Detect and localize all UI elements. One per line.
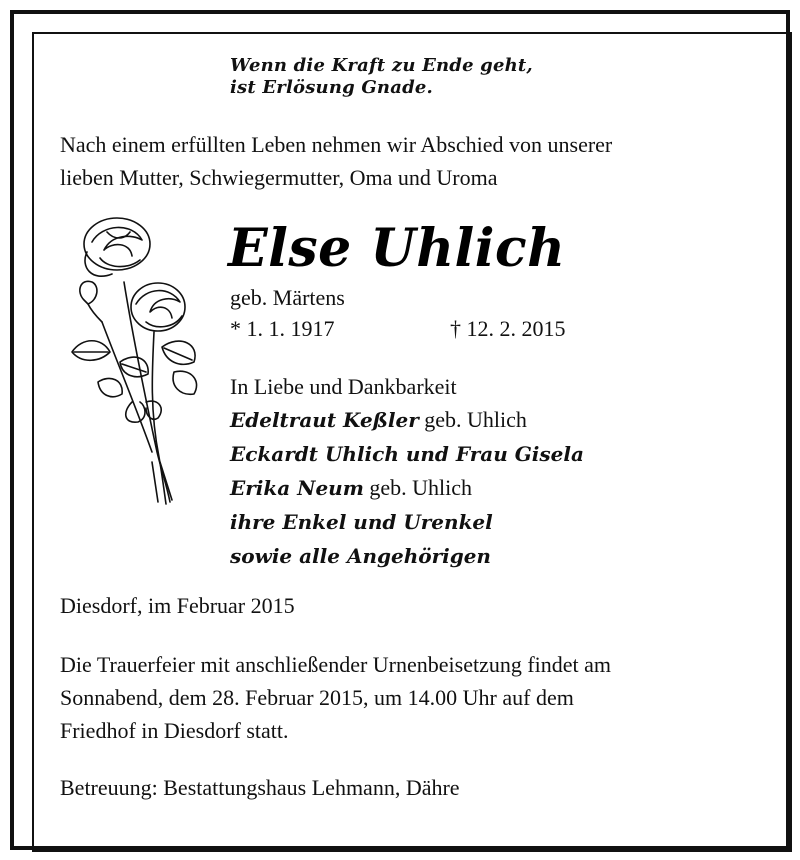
mourner-line xyxy=(230,403,584,437)
intro-line-2: lieben Mutter, Schwiegermutter, Oma und Uroma xyxy=(60,165,498,190)
mourner-name: Edeltraut Keßler xyxy=(230,408,419,432)
mourners-intro: In Liebe und Dankbarkeit xyxy=(230,374,457,399)
mourner-name: Erika Neum xyxy=(230,476,364,500)
ceremony-line-1: Die Trauerfeier mit anschließender Urnenbeisetzung findet am xyxy=(60,652,612,677)
funeral-home: Betreuung: Bestattungshaus Lehmann, Dähre xyxy=(60,775,460,800)
motto-line-1: Wenn die Kraft zu Ende geht, xyxy=(230,55,533,76)
ceremony-line-2: Sonnabend, dem 28. Februar 2015, um 14.00 Uhr auf dem xyxy=(60,685,574,710)
mourner-line xyxy=(230,437,584,471)
intro-text xyxy=(60,128,750,194)
death-date: † 12. 2. 2015 xyxy=(450,316,566,341)
birth-date: * 1. 1. 1917 xyxy=(230,316,335,341)
mourners-list xyxy=(230,370,584,573)
ceremony-line-3: Friedhof in Diesdorf statt. xyxy=(60,718,289,743)
mourner-name: ihre Enkel und Urenkel xyxy=(230,510,493,534)
mourner-line xyxy=(230,505,584,539)
roses-illustration-icon xyxy=(62,212,212,512)
mourner-name: sowie alle Angehörigen xyxy=(230,544,491,568)
deceased-name: Else Uhlich xyxy=(228,218,566,279)
place-date: Diesdorf, im Februar 2015 xyxy=(60,593,295,618)
mourner-note: geb. Uhlich xyxy=(418,407,527,432)
mourner-note: geb. Uhlich xyxy=(363,475,473,500)
motto xyxy=(230,55,533,99)
birth-name: geb. Märtens xyxy=(230,285,345,310)
mourner-line xyxy=(230,471,584,505)
intro-line-1: Nach einem erfüllten Leben nehmen wir Abschied von unserer xyxy=(60,132,613,157)
motto-line-2: ist Erlösung Gnade. xyxy=(230,77,433,98)
mourner-name: Eckardt Uhlich und Frau Gisela xyxy=(230,442,584,466)
mourner-line xyxy=(230,539,584,573)
ceremony-text xyxy=(60,648,750,747)
